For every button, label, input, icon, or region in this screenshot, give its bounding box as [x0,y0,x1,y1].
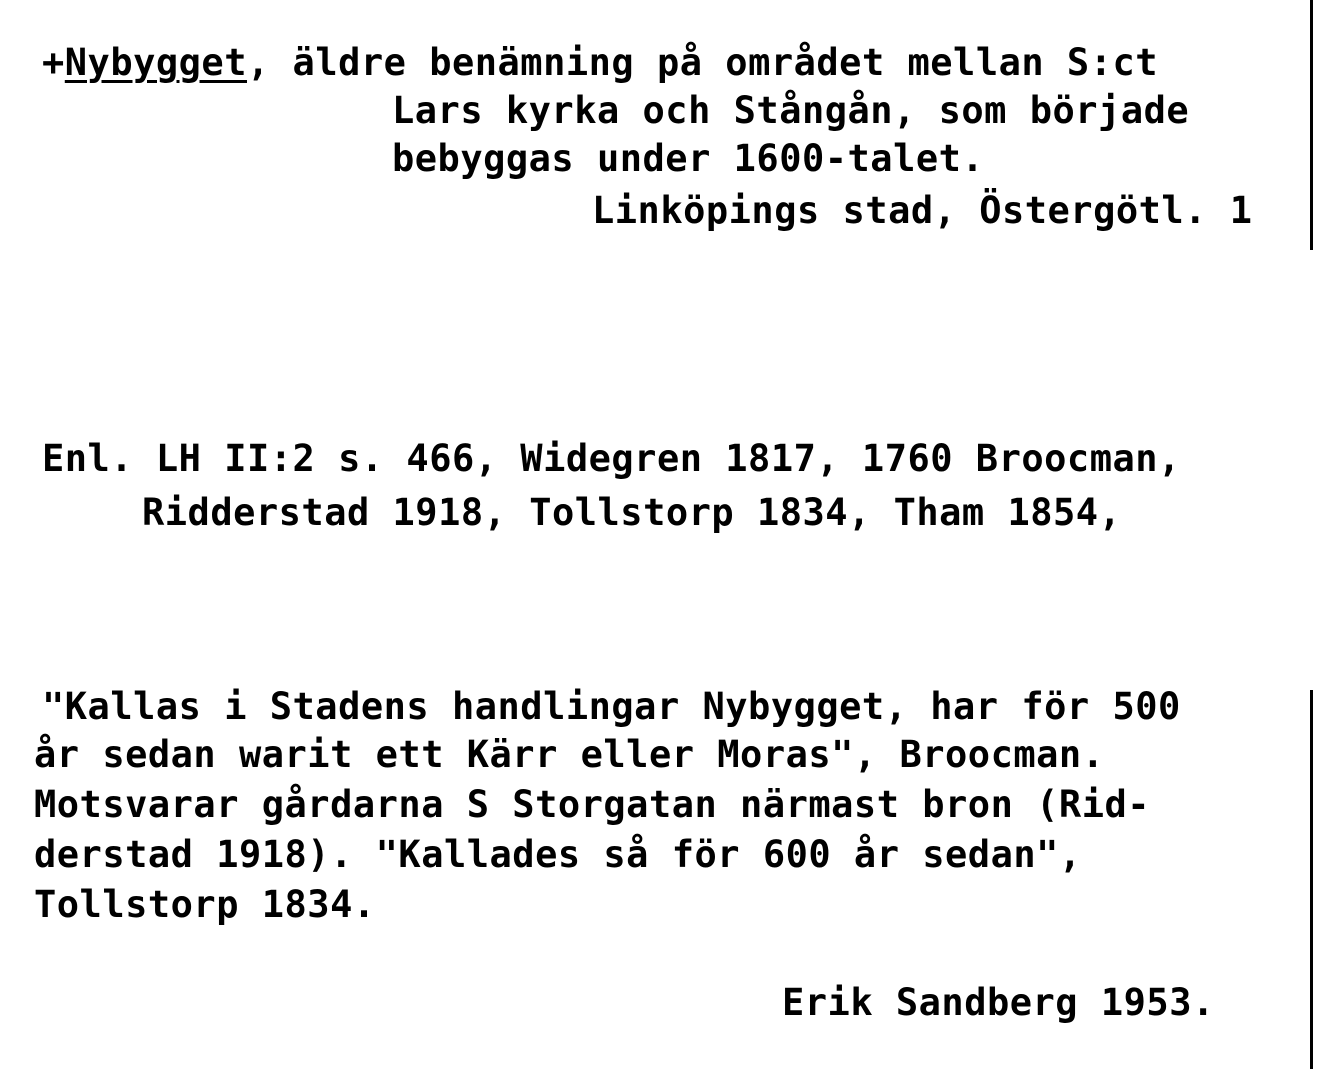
sources-line-1: Enl. LH II:2 s. 466, Widegren 1817, 1760 Broocman, [42,437,1181,480]
notes-line-1: "Kallas i Stadens handlingar Nybygget, har för 500 [42,685,1181,728]
location-line: Linköpings stad, Östergötl. 1 [592,189,1253,232]
signature: Erik Sandberg 1953. [782,981,1215,1024]
dagger-prefix: + [42,41,65,84]
definition-line-3: bebyggas under 1600-talet. [392,137,985,180]
definition-line-1: , äldre benämning på området mellan S:ct [247,41,1159,84]
notes-line-2: år sedan warit ett Kärr eller Moras", Broocman. [34,733,1105,776]
notes-line-5: Tollstorp 1834. [34,883,376,926]
headword: Nybygget [64,41,247,84]
card-right-edge-upper [1310,0,1313,250]
definition-line-2: Lars kyrka och Stångån, som började [392,89,1190,132]
card-right-edge-lower [1310,690,1313,1069]
notes-line-4: derstad 1918). "Kallades så för 600 år sedan", [34,833,1082,876]
notes-line-3: Motsvarar gårdarna S Storgatan närmast bron (Rid- [34,783,1151,826]
sources-line-2: Ridderstad 1918, Tollstorp 1834, Tham 1854, [142,491,1122,534]
header-line [42,40,1158,86]
